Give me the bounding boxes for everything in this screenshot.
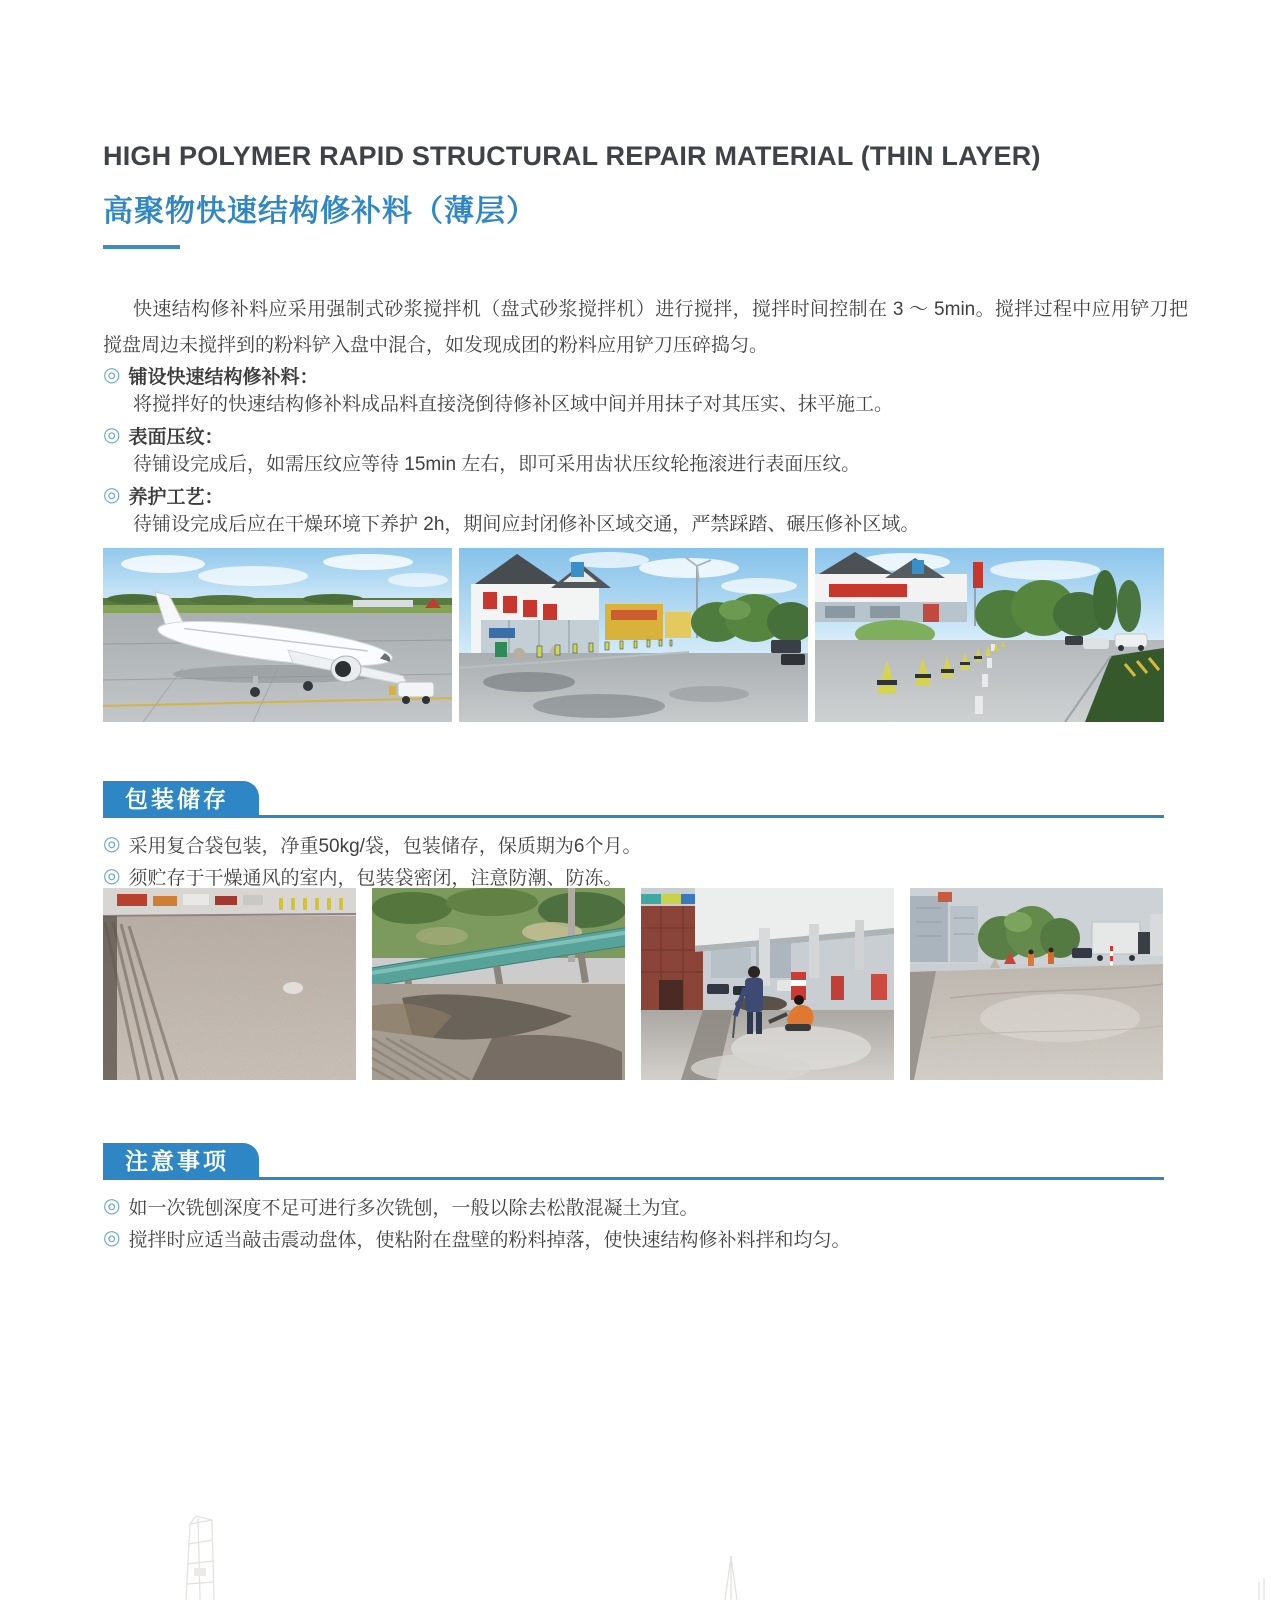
- skyline-watermark: [0, 1460, 1287, 1600]
- photo-service-area-building: [459, 548, 808, 722]
- page-title-chinese: 高聚物快速结构修补料（薄层）: [103, 195, 537, 228]
- procedure-item-label: 铺设快速结构修补料：: [128, 366, 319, 388]
- procedure-list: [103, 360, 1188, 540]
- procedure-item: [103, 420, 1188, 450]
- photo-workers-pouring-repair: [641, 888, 894, 1080]
- section-rule: [103, 1177, 1164, 1180]
- procedure-item: [103, 360, 1188, 390]
- packaging-list: [103, 828, 1188, 892]
- intro-paragraph: 快速结构修补料应采用强制式砂浆搅拌机（盘式砂浆搅拌机）进行搅拌，搅拌时间控制在 3 ～ 5min。搅拌过程中应用铲刀把搅盘周边未搅拌到的粉料铲入盘中混合，如发现成团的粉料应用铲刀压碎捣匀。: [103, 299, 1188, 356]
- procedure-item-label: 养护工艺：: [128, 486, 224, 508]
- procedure-item-desc: 将搅拌好的快速结构修补料成品料直接浇倒待修补区域中间并用抹子对其压实、抹平施工。: [133, 394, 894, 415]
- photo-milled-pavement-closeup: [103, 888, 356, 1080]
- page-title-english: HIGH POLYMER RAPID STRUCTURAL REPAIR MATERIAL (THIN LAYER): [103, 141, 1041, 171]
- photo-airport-apron-airplane: [103, 548, 452, 722]
- bullet-ring-icon: ◎: [103, 1195, 121, 1217]
- notes-list: [103, 1190, 1188, 1254]
- notes-item-text: 如一次铣刨深度不足可进行多次铣刨，一般以除去松散混凝土为宜。: [128, 1197, 699, 1219]
- title-underline-dash: [103, 245, 180, 249]
- section-rule: [103, 815, 1164, 818]
- notes-item: [103, 1222, 1188, 1254]
- photo-service-area-road-cones: [815, 548, 1164, 722]
- notes-item: [103, 1190, 1188, 1222]
- procedure-item: [103, 480, 1188, 510]
- procedure-item-label: 表面压纹：: [128, 426, 224, 448]
- procedure-item-desc: 待铺设完成后，如需压纹应等待 15min 左右，即可采用齿状压纹轮拖滚进行表面压纹。: [133, 454, 861, 475]
- notes-item-text: 搅拌时应适当敲击震动盘体，使粘附在盘壁的粉料掉落，使快速结构修补料拌和均匀。: [128, 1229, 851, 1251]
- section-header-packaging: 包装储存: [103, 781, 259, 818]
- bullet-ring-icon: ◎: [103, 364, 121, 386]
- packaging-item: [103, 828, 1188, 860]
- bullet-ring-icon: ◎: [103, 865, 121, 887]
- photo-guardrail-damaged-pavement: [372, 888, 625, 1080]
- packaging-item-text: 采用复合袋包装，净重50kg/袋，包装储存，保质期为6个月。: [128, 835, 642, 857]
- bullet-ring-icon: ◎: [103, 484, 121, 506]
- procedure-item-desc: 待铺设完成后应在干燥环境下养护 2h，期间应封闭修补区域交通，严禁踩踏、碾压修补区域。: [133, 514, 920, 535]
- photo-finished-repair-surface: [910, 888, 1163, 1080]
- bullet-ring-icon: ◎: [103, 833, 121, 855]
- bullet-ring-icon: ◎: [103, 1227, 121, 1249]
- packaging-item-text: 须贮存于干燥通风的室内，包装袋密闭，注意防潮、防冻。: [128, 867, 623, 889]
- section-header-notes: 注意事项: [103, 1143, 259, 1180]
- bullet-ring-icon: ◎: [103, 424, 121, 446]
